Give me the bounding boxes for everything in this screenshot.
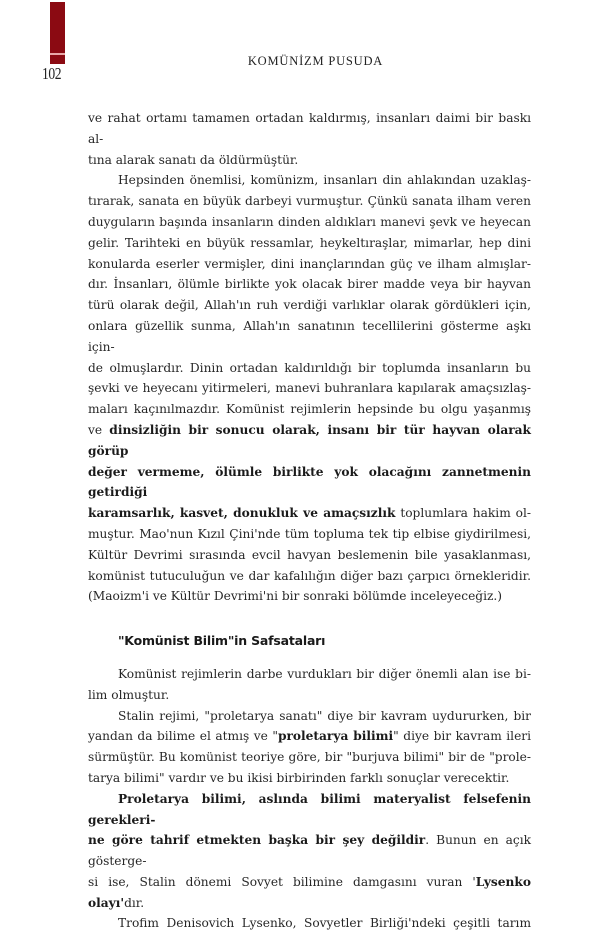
text-line: tırarak, sanata en büyük darbeyi vurmuştur. Çünkü sanata ilham veren — [88, 194, 531, 209]
text-line — [88, 789, 531, 831]
text-run: toplumlara hakim ol- — [395, 506, 531, 521]
bold-text: değer vermeme, ölümle birlikte yok olacağını zannetmenin getirdiği — [88, 464, 531, 500]
text-run: si ise, Stalin dönemi Sovyet bilimine damgasını vuran ' — [88, 874, 476, 889]
text-line: komünist tutuculuğun ve dar kafalılığın diğer bazı çarpıcı örnekleridir. — [88, 568, 531, 583]
text-line: Hepsinden önemlisi, komünizm, insanları din ahlakından uzaklaş- — [118, 173, 531, 188]
bold-text: Lysenko — [475, 874, 531, 889]
text-line: ve rahat ortamı tamamen ortadan kaldırmış, insanları daimi bir baskı al- — [88, 111, 531, 146]
bold-text: ne göre tahrif etmekten başka bir şey değildir — [88, 833, 426, 848]
text-line — [88, 893, 531, 914]
text-line: onlara güzellik sunma, Allah'ın sanatının tecellilerini gösterme aşkı için- — [88, 318, 531, 354]
paragraph — [88, 706, 531, 789]
text-line: Komünist rejimlerin darbe vurdukları bir diğer önemli alan ise bi- — [118, 666, 531, 681]
text-line: şevki ve heyecanı yitirmeleri, manevi buhranlara kapılarak amaçsızlaş- — [88, 381, 531, 396]
text-line: konularda eserler vermişler, dini inançlarından güç ve ilham almışlar- — [88, 256, 531, 271]
bold-text: dinsizliğin bir sonucu olarak, insanı bir tür hayvan olarak görüp — [88, 422, 531, 458]
text-line — [88, 420, 531, 462]
text-line: sürmüştür. Bu komünist teoriye göre, bir "burjuva bilimi" bir de "prole- — [88, 750, 531, 765]
text-line: gelir. Tarihteki en büyük ressamlar, heykeltıraşlar, mimarlar, hep dini — [88, 235, 531, 250]
paragraph — [88, 913, 531, 934]
text-line: tarya bilimi" vardır ve bu ikisi birbirinden farklı sonuçlar verecektir. — [88, 770, 510, 785]
running-title: KOMÜNİZM PUSUDA — [247, 54, 384, 68]
text-line: (Maoizm'i ve Kültür Devrimi'ni bir sonraki bölümde inceleyeceğiz.) — [88, 589, 503, 604]
bold-text: proletarya bilimi — [277, 729, 394, 744]
text-line: tına alarak sanatı da öldürmüştür. — [88, 152, 299, 167]
paragraph — [88, 108, 531, 170]
text-line: duyguların başında insanların dinden aldıkları manevi şevk ve heyecan — [88, 214, 531, 229]
text-run: yandan da bilime el atmış ve " — [88, 729, 278, 744]
text-line — [88, 726, 531, 747]
text-run: dır. — [124, 895, 145, 910]
text-line: Trofim Denisovich Lysenko, Sovyetler Birliği'ndeki çeşitli tarım — [118, 916, 531, 931]
paragraph — [88, 170, 531, 607]
text-line: lim olmuştur. — [88, 687, 170, 702]
section-heading: "Komünist Bilim"in Safsataları — [118, 633, 326, 649]
text-run: ve — [88, 422, 110, 437]
text-line — [88, 503, 531, 524]
page-body — [88, 108, 531, 934]
text-line — [88, 830, 531, 872]
text-line: dır. İnsanları, ölümle birlikte yok olacak birer madde veya bir hayvan — [88, 277, 531, 292]
text-line: Kültür Devrimi sırasında evcil havyan beslemenin bile yasaklanması, — [88, 547, 531, 562]
paragraph — [88, 664, 531, 706]
text-line: de olmuşlardır. Dinin ortadan kaldırıldığı bir toplumda insanların bu — [88, 360, 531, 375]
text-line: türü olarak değil, Allah'ın ruh verdiği varlıklar olarak gördükleri için, — [88, 298, 531, 313]
text-run: . Bunun en açık gösterge- — [88, 833, 531, 869]
text-line: maları kaçınılmazdır. Komünist rejimlerin hepsinde bu olgu yaşanmış — [88, 402, 531, 417]
bold-text: olayı' — [88, 895, 125, 910]
text-line — [88, 872, 531, 893]
bold-text: Proletarya bilimi, aslında bilimi materyalist felsefenin gerekleri- — [88, 791, 531, 827]
text-line: Stalin rejimi, "proletarya sanatı" diye bir kavram uydururken, bir — [118, 708, 531, 723]
page-number: 102 — [42, 64, 62, 83]
text-line — [88, 462, 531, 504]
bold-text: karamsarlık, kasvet, donukluk ve amaçsızlık — [88, 506, 396, 521]
text-line: muştur. Mao'nun Kızıl Çini'nde tüm topluma tek tip elbise giydirilmesi, — [88, 526, 531, 541]
paragraph — [88, 789, 531, 914]
text-run: " diye bir kavram ileri — [393, 729, 532, 744]
